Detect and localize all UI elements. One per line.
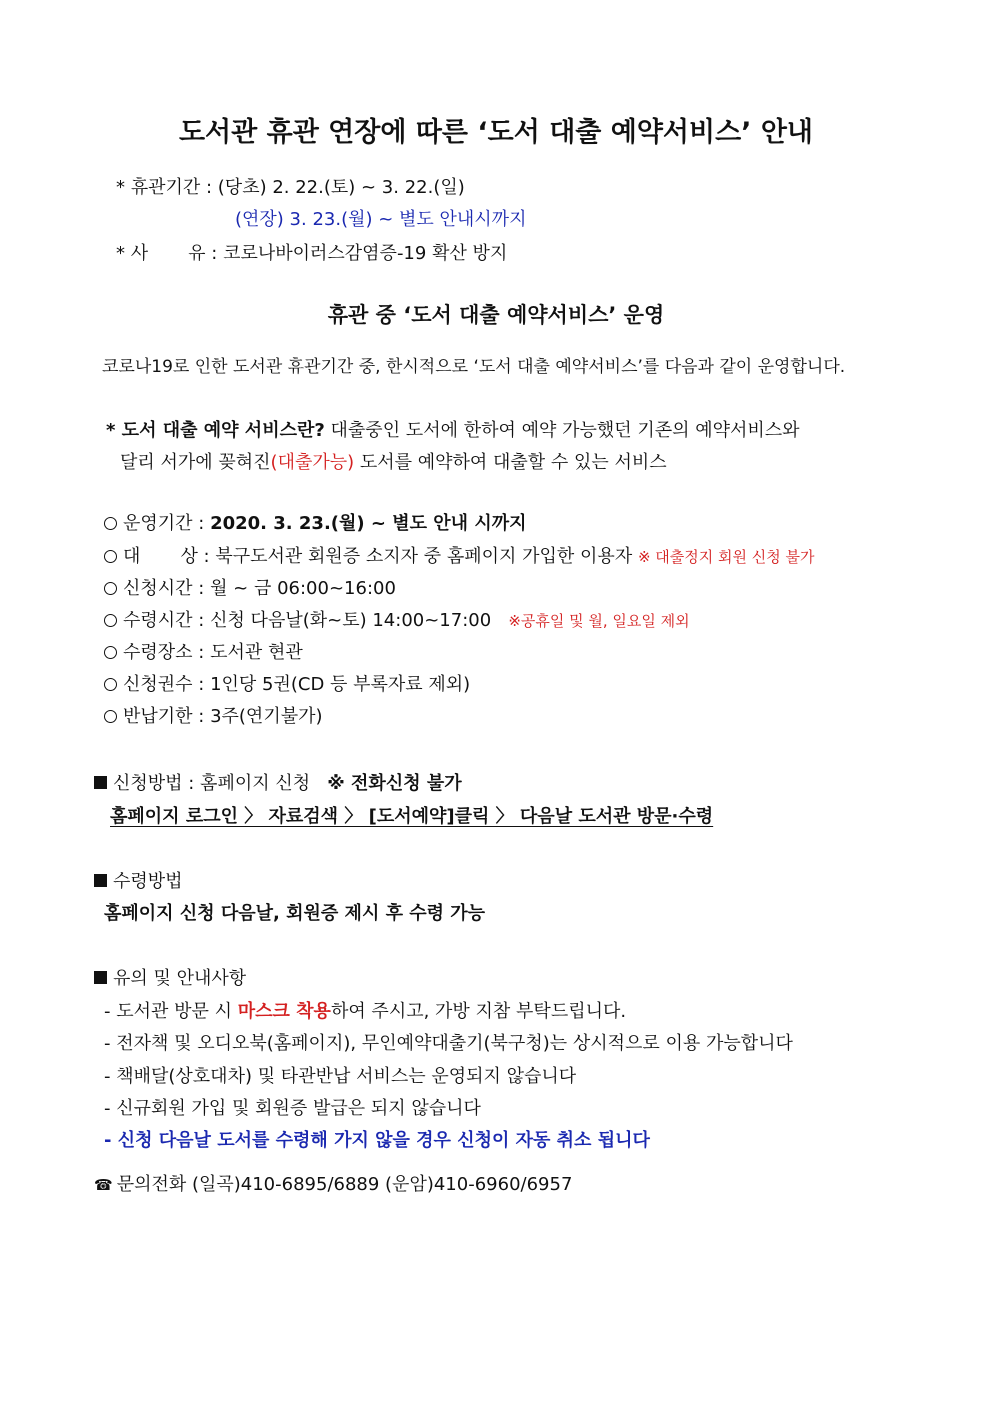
- note-item-1-b: 하여 주시고, 가방 지참 부탁드립니다.: [330, 1001, 627, 1022]
- detail-row-pickup-place: [104, 641, 303, 665]
- square-bullet-icon: [94, 971, 107, 984]
- note-item-3: - 책배달(상호대차) 및 타관반납 서비스는 운영되지 않습니다: [104, 1066, 577, 1087]
- detail-value: 월 ~ 금 06:00~16:00: [210, 578, 396, 599]
- square-bullet-icon: [94, 874, 107, 887]
- apply-steps: 홈페이지 로그인 〉 자료검색 〉 [도서예약]클릭 〉 다음날 도서관 방문·수령: [110, 806, 714, 827]
- note-item-1: [104, 1000, 626, 1024]
- contact-text: 문의전화 (일곡)410-6895/6889 (운암)410-6960/6957: [116, 1174, 573, 1195]
- closure-period-original: (당초) 2. 22.(토) ~ 3. 22.(일): [217, 177, 465, 198]
- detail-value: 도서관 현관: [210, 642, 303, 663]
- closure-period-extended: (연장) 3. 23.(월) ~ 별도 안내시까지: [235, 209, 527, 230]
- definition-text-1: 대출중인 도서에 한하여 예약 가능했던 기존의 예약서비스와: [324, 420, 800, 441]
- detail-label: 수령장소 :: [123, 642, 211, 663]
- detail-value: 북구도서관 회원증 소지자 중 홈페이지 가입한 이용자: [215, 546, 638, 567]
- detail-note: ※ 대출정지 회원 신청 불가: [637, 548, 815, 566]
- detail-label: 신청권수 :: [123, 674, 211, 695]
- note-item-5: - 신청 다음날 도서를 수령해 가지 않을 경우 신청이 자동 취소 됩니다: [104, 1130, 650, 1151]
- notes-heading: [94, 967, 246, 991]
- apply-heading: [94, 772, 462, 796]
- definition-line-1: [106, 419, 800, 443]
- note-item-1-a: - 도서관 방문 시: [104, 1001, 238, 1022]
- note-item-4: - 신규회원 가입 및 회원증 발급은 되지 않습니다: [104, 1098, 481, 1119]
- detail-row-target: [104, 545, 814, 569]
- detail-label: 반납기한 :: [123, 706, 211, 727]
- closure-period-label: * 휴관기간 :: [116, 177, 218, 198]
- closure-reason-line: [116, 242, 507, 266]
- circle-bullet-icon: [104, 646, 117, 659]
- detail-row-apply-time: [104, 577, 396, 601]
- definition-line-2: [120, 451, 667, 475]
- section-subtitle: 휴관 중 ‘도서 대출 예약서비스’ 운영: [327, 303, 665, 327]
- detail-note: ※공휴일 및 월, 일요일 제외: [508, 612, 690, 630]
- phone-icon: ☎: [94, 1176, 113, 1194]
- definition-label: * 도서 대출 예약 서비스란?: [106, 420, 325, 441]
- detail-label: 대 상 :: [123, 546, 216, 567]
- detail-value: 1인당 5권(CD 등 부록자료 제외): [210, 674, 471, 695]
- contact-line: [94, 1173, 572, 1197]
- detail-value: 2020. 3. 23.(월) ~ 별도 안내 시까지: [210, 513, 527, 534]
- definition-text-2-red: (대출가능): [270, 452, 355, 473]
- detail-row-pickup-time: [104, 609, 690, 633]
- apply-heading-text: 신청방법 : 홈페이지 신청: [113, 773, 328, 794]
- detail-label: 운영기간 :: [123, 513, 211, 534]
- detail-value: 신청 다음날(화~토) 14:00~17:00: [210, 610, 509, 631]
- circle-bullet-icon: [104, 517, 117, 530]
- definition-text-2b: 도서를 예약하여 대출할 수 있는 서비스: [354, 452, 667, 473]
- receive-heading: [94, 870, 183, 894]
- intro-text: 코로나19로 인한 도서관 휴관기간 중, 한시적으로 ‘도서 대출 예약서비스’를 다음과 같이 운영합니다.: [102, 357, 846, 377]
- circle-bullet-icon: [104, 710, 117, 723]
- note-item-1-red: 마스크 착용: [237, 1001, 331, 1022]
- detail-row-period: [104, 512, 527, 536]
- closure-reason-label: * 사 유 :: [116, 243, 224, 264]
- page-title: 도서관 휴관 연장에 따른 ‘도서 대출 예약서비스’ 안내: [178, 117, 814, 148]
- square-bullet-icon: [94, 776, 107, 789]
- receive-text: 홈페이지 신청 다음날, 회원증 제시 후 수령 가능: [104, 903, 486, 924]
- definition-text-2a: 달리 서가에 꽂혀진: [120, 452, 271, 473]
- circle-bullet-icon: [104, 550, 117, 563]
- notes-heading-text: 유의 및 안내사항: [113, 968, 247, 989]
- detail-row-book-count: [104, 673, 470, 697]
- note-item-2: - 전자책 및 오디오북(홈페이지), 무인예약대출기(북구청)는 상시적으로 이용 가능합니다: [104, 1033, 793, 1054]
- closure-reason-text: 코로나바이러스감염증-19 확산 방지: [223, 243, 508, 264]
- circle-bullet-icon: [104, 678, 117, 691]
- closure-period-line: [116, 176, 465, 200]
- detail-row-return: [104, 705, 323, 729]
- apply-heading-note: ※ 전화신청 불가: [327, 773, 462, 794]
- circle-bullet-icon: [104, 582, 117, 595]
- detail-label: 신청시간 :: [123, 578, 211, 599]
- receive-heading-text: 수령방법: [113, 871, 183, 892]
- detail-value: 3주(연기불가): [210, 706, 323, 727]
- circle-bullet-icon: [104, 614, 117, 627]
- detail-label: 수령시간 :: [123, 610, 211, 631]
